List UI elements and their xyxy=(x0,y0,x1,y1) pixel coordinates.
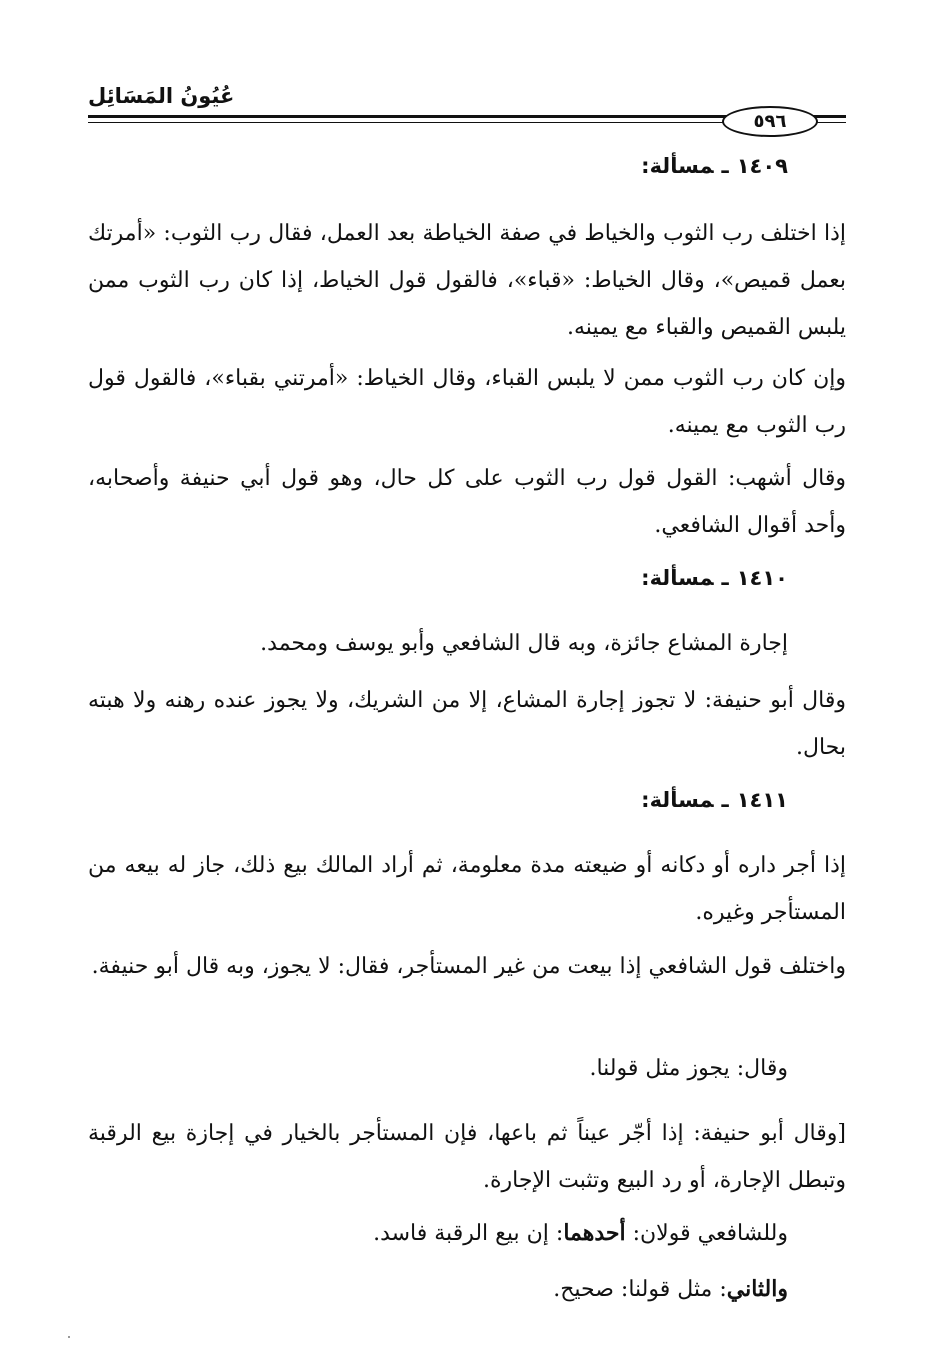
text-lead: وللشافعي قولان: xyxy=(625,1221,788,1246)
running-header-title: عُيُونُ المَسَائِل xyxy=(88,84,235,108)
paragraph: إجارة المشاع جائزة، وبه قال الشافعي وأبو يوسف ومحمد. xyxy=(260,631,788,656)
paragraph: واختلف قول الشافعي إذا بيعت من غير المستأجر، فقال: لا يجوز، وبه قال أبو حنيفة. xyxy=(91,954,846,979)
section-number: ١٤٠٩ xyxy=(736,154,788,178)
paragraph xyxy=(88,1266,788,1313)
section-label: مسألة: xyxy=(641,788,714,812)
paragraph: وقال أشهب: القول قول رب الثوب على كل حال، وهو قول أبي حنيفة وأصحابه، وأحد أقوال الشافعي. xyxy=(88,466,846,538)
section-label: مسألة: xyxy=(641,154,714,178)
header-rule-thick xyxy=(88,115,734,118)
section-heading xyxy=(450,566,788,590)
dash-separator: ـ xyxy=(721,788,729,812)
text-bold: أحدهما xyxy=(563,1220,626,1246)
scan-speck xyxy=(68,1336,70,1338)
paragraph: وإن كان رب الثوب ممن لا يلبس القباء، وقال الخياط: «أمرتني بقباء»، فالقول قول رب الثوب مع يمينه. xyxy=(88,366,846,438)
paragraph: وقال أبو حنيفة: لا تجوز إجارة المشاع، إلا من الشريك، ولا يجوز عنده رهنه ولا هبته بحال. xyxy=(88,688,846,760)
section-heading xyxy=(450,154,788,178)
paragraph: [وقال أبو حنيفة: إذا أجّر عيناً ثم باعها، فإن المستأجر بالخيار في إجازة بيع الرقبة وتبطل الإجارة، أو رد البيع وتثبت الإجارة. xyxy=(88,1121,846,1193)
text-rest: : إن بيع الرقبة فاسد. xyxy=(373,1221,564,1246)
section-label: مسألة: xyxy=(641,566,714,590)
text-rest: : مثل قولنا: صحيح. xyxy=(553,1277,727,1302)
dash-separator: ـ xyxy=(721,154,729,178)
text-bold: والثاني xyxy=(726,1276,788,1302)
paragraph: إذا أجر داره أو دكانه أو ضيعته مدة معلومة، ثم أراد المالك بيع ذلك، جاز له بيعه من المستأجر وغيره. xyxy=(88,853,846,925)
section-number: ١٤١١ xyxy=(736,788,788,812)
header-rule-thin xyxy=(88,122,734,123)
section-number: ١٤١٠ xyxy=(736,566,788,590)
section-heading xyxy=(450,788,788,812)
paragraph xyxy=(88,1210,788,1257)
paragraph: إذا اختلف رب الثوب والخياط في صفة الخياطة بعد العمل، فقال رب الثوب: «أمرتك بعمل قميص»، وقال الخياط: «قباء»، فالقول قول الخياط، إذا كان رب الثوب ممن يلبس القميص والقباء مع يمينه. xyxy=(88,221,846,340)
page-number: ٥٩٦ xyxy=(722,106,818,137)
dash-separator: ـ xyxy=(721,566,729,590)
paragraph: وقال: يجوز مثل قولنا. xyxy=(589,1056,788,1081)
